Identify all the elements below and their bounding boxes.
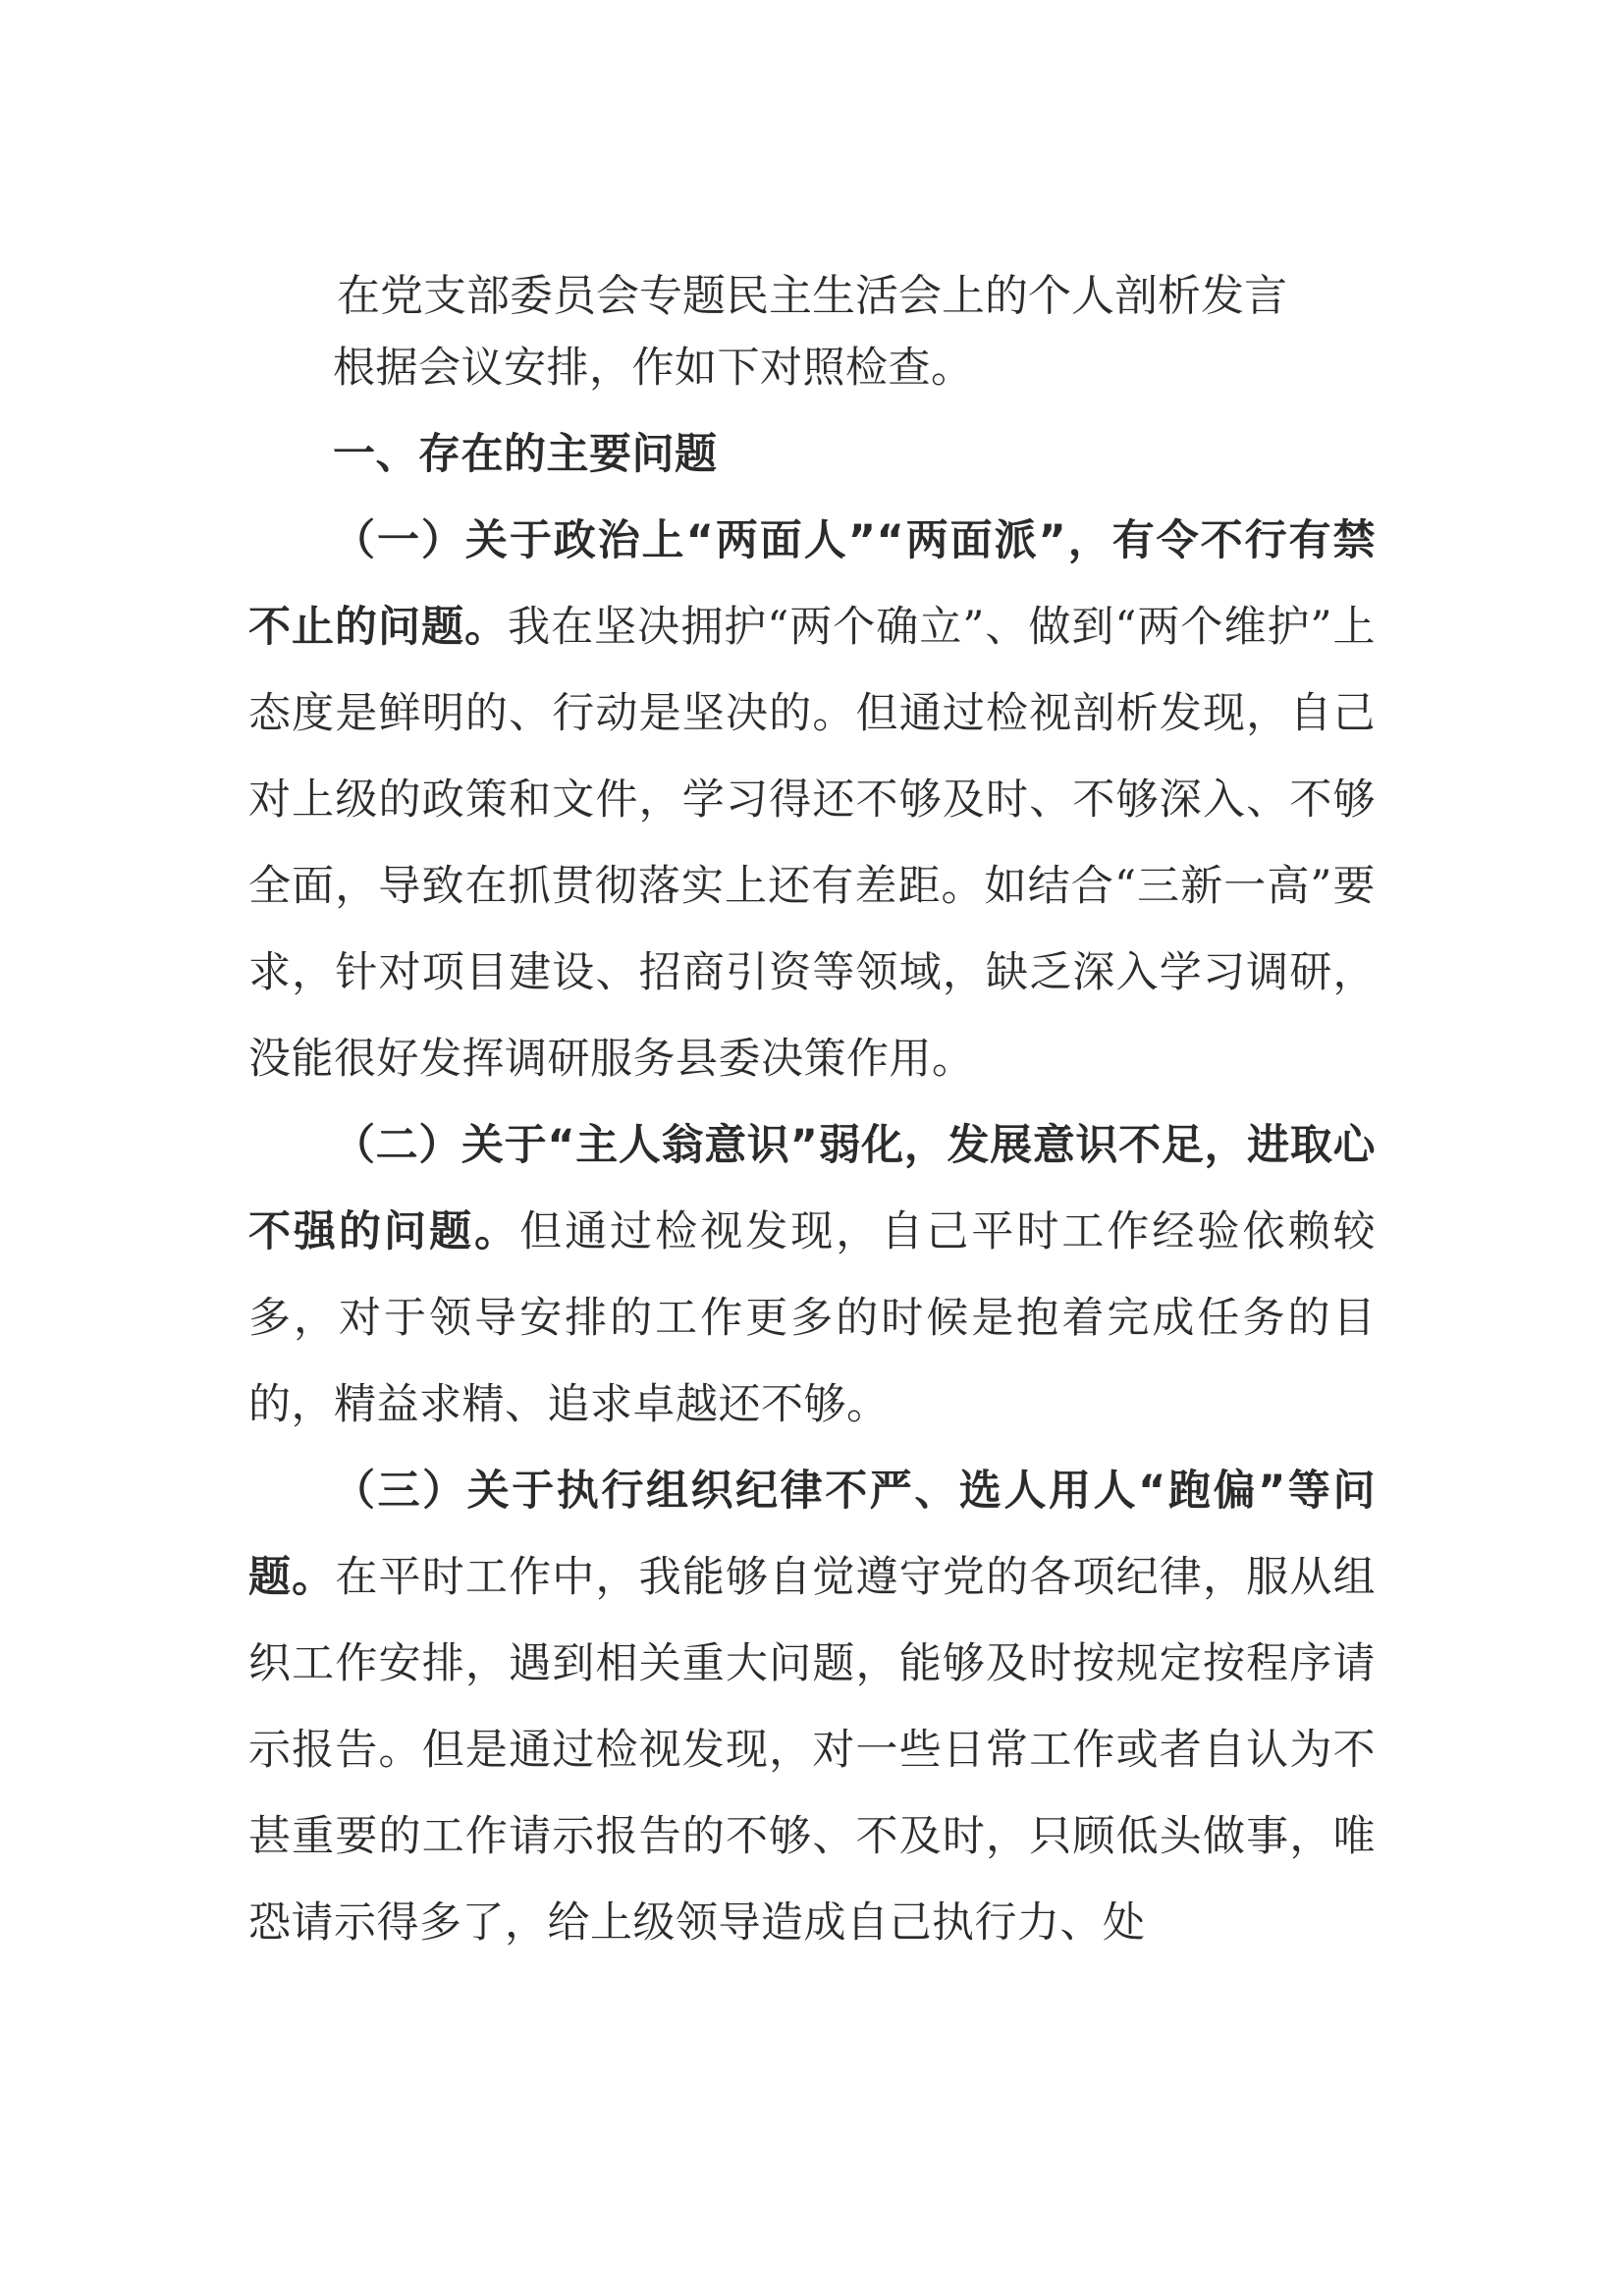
issue-paragraph-1: [248, 498, 1376, 1102]
issue-body-1: 我在坚决拥护“两个确立”、做到“两个维护”上态度是鲜明的、行动是坚决的。但通过检视剖析发现，自己对上级的政策和文件，学习得还不够及时、不够深入、不够全面，导致在抓贯彻落实上还有差距。如结合“三新一高”要求，针对项目建设、招商引资等领域，缺乏深入学习调研，没能很好发挥调研服务县委决策作用。: [248, 603, 1376, 1084]
issue-body-3: 在平时工作中，我能够自觉遵守党的各项纪律，服从组织工作安排，遇到相关重大问题，能够及时按规定按程序请示报告。但是通过检视发现，对一些日常工作或者自认为不甚重要的工作请示报告的不够、不及时，只顾低头做事，唯恐请示得多了，给上级领导造成自己执行力、处: [248, 1553, 1377, 1948]
document-title: 在党支部委员会专题民主生活会上的个人剖析发言: [337, 271, 1287, 321]
document-body: [248, 325, 1376, 1966]
issue-heading-3: （三）关于执行组织纪律不严、选人用人“跑偏”等问题。: [248, 1467, 1376, 1602]
issue-heading-1: （一）关于政治上“两面人”“两面派”，有令不行有禁不止的问题。: [248, 516, 1376, 652]
issue-paragraph-3: [248, 1448, 1376, 1966]
intro-paragraph: 根据会议安排，作如下对照检查。: [333, 344, 974, 393]
issue-body-2: 但通过检视发现，自己平时工作经验依赖较多，对于领导安排的工作更多的时候是抱着完成任务的目的，精益求精、追求卓越还不够。: [248, 1207, 1376, 1429]
issue-paragraph-2: [248, 1102, 1376, 1448]
issue-heading-2: （二）关于“主人翁意识”弱化，发展意识不足，进取心不强的问题。: [248, 1121, 1376, 1256]
section-heading: 一、存在的主要问题: [333, 430, 718, 479]
